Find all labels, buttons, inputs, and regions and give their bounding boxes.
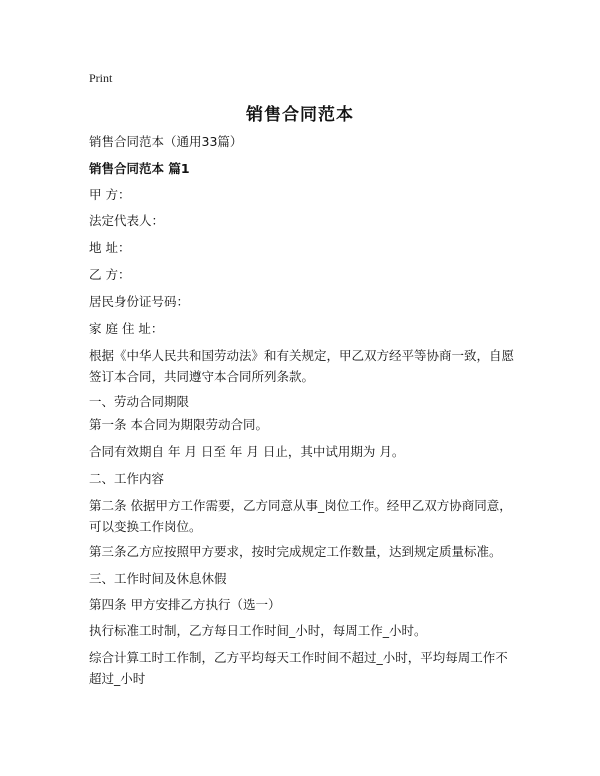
section-one-heading: 一、劳动合同期限 [89,394,190,409]
article-four: 第四条 甲方安排乙方执行（选一） [89,597,281,612]
article-two: 第二条 依据甲方工作需要，乙方同意从事_岗位工作。经甲乙双方协商同意，可以变换工作岗位。 [89,498,512,534]
party-b-line: 乙 方： [89,267,131,282]
document-subtitle: 销售合同范本（通用33篇） [89,134,243,149]
document-title: 销售合同范本 [246,105,354,125]
article-one: 第一条 本合同为期限劳动合同。 [89,417,268,432]
print-label[interactable]: Print [89,71,113,85]
section-three-heading: 三、工作时间及休息休假 [89,571,227,586]
standard-hours-line: 执行标准工时制，乙方每日工作时间_小时，每周工作_小时。 [89,623,427,638]
home-address-line: 家 庭 住 址： [89,321,164,336]
party-a-line: 甲 方： [89,187,131,202]
article-three: 第三条乙方应按照甲方要求，按时完成规定工作数量，达到规定质量标准。 [89,544,502,559]
id-number-line: 居民身份证号码： [89,294,190,309]
section-heading: 销售合同范本 篇1 [89,161,190,176]
section-two-heading: 二、工作内容 [89,471,165,486]
legal-rep-line: 法定代表人： [89,213,165,228]
comprehensive-hours-paragraph: 综合计算工时工作制，乙方平均每天工作时间不超过_小时，平均每周工作不超过_小时 [89,650,508,686]
contract-period-line: 合同有效期自 年 月 日至 年 月 日止，其中试用期为 月。 [89,444,405,459]
address-line: 地 址： [89,240,131,255]
preamble-paragraph: 根据《中华人民共和国劳动法》和有关规定，甲乙双方经平等协商一致，自愿签订本合同，共同遵守本合同所列条款。 [89,348,515,384]
